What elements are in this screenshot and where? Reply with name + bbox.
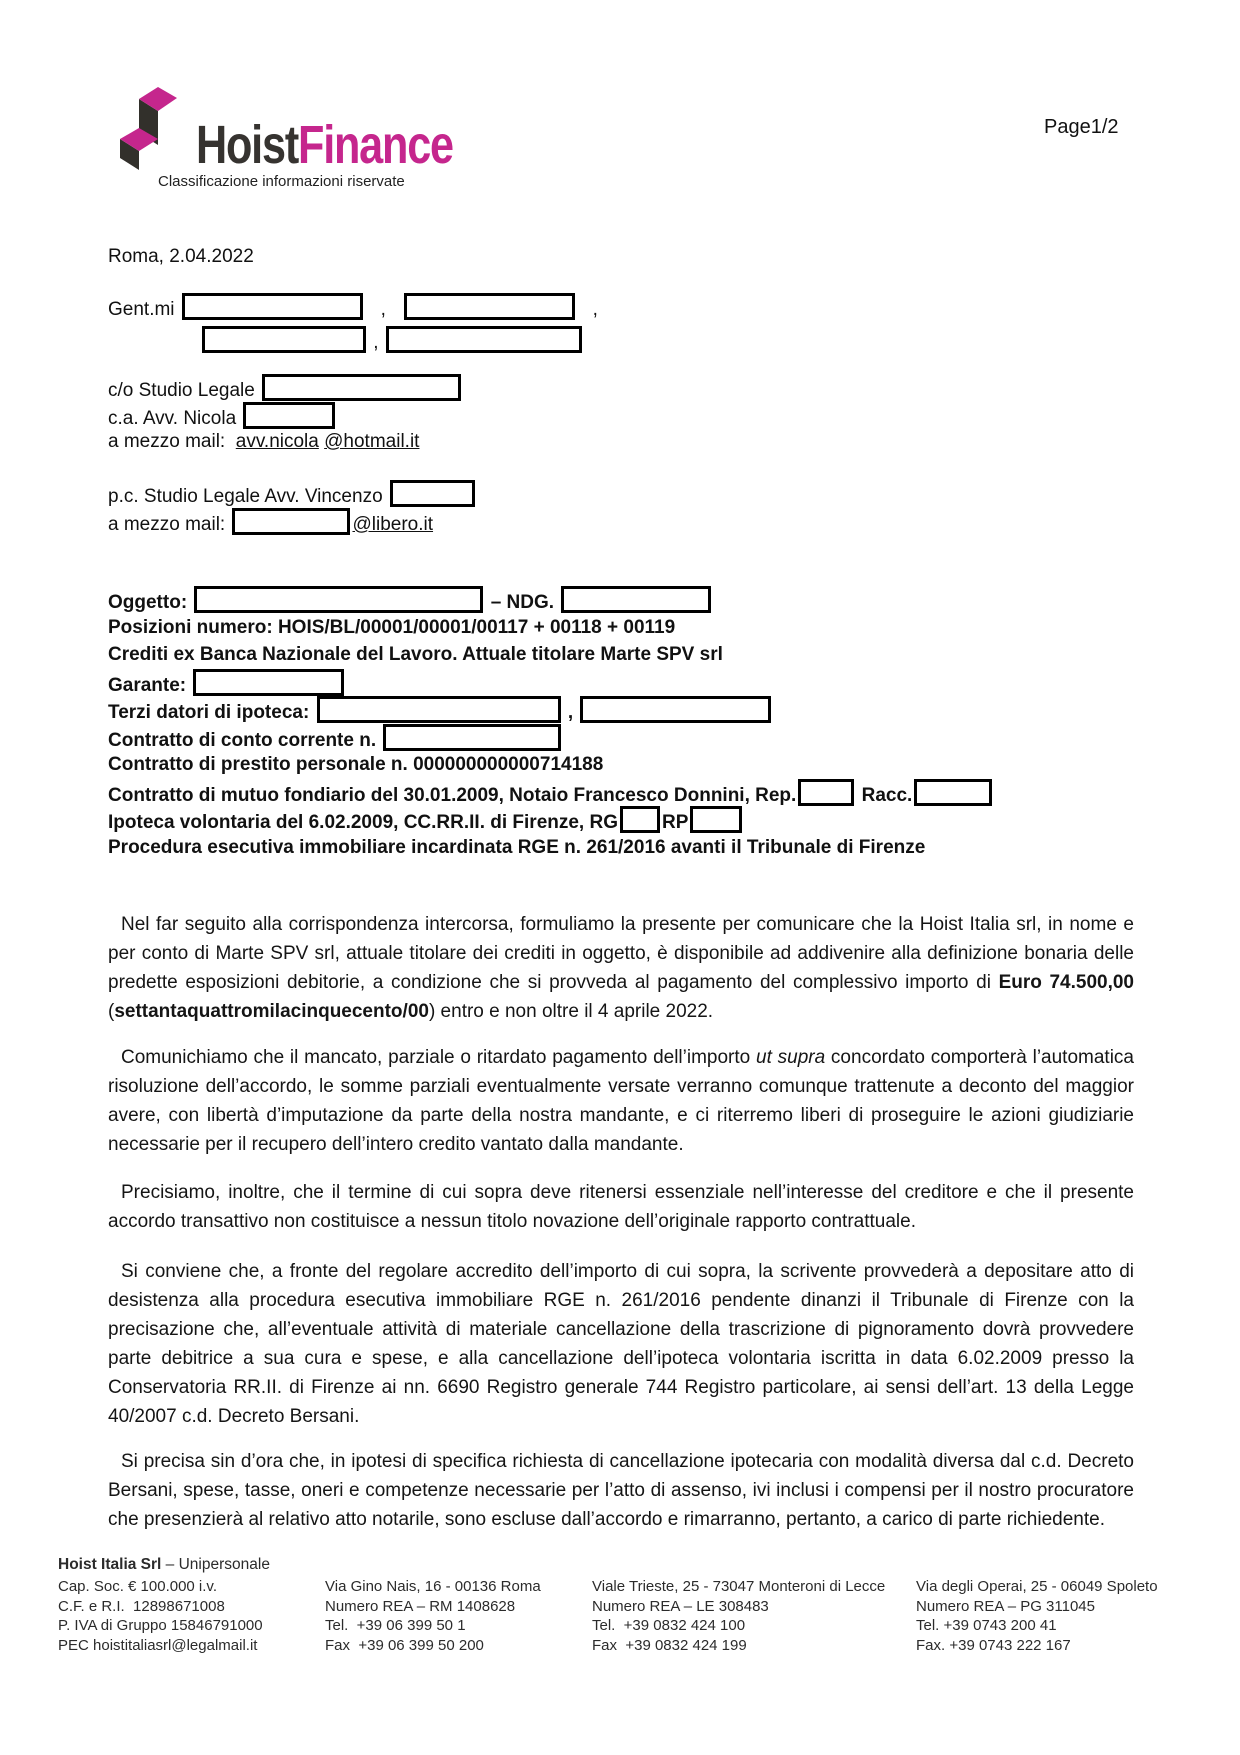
date-line: Roma, 2.04.2022 — [108, 246, 254, 267]
footer-company-type: – Unipersonale — [161, 1556, 270, 1573]
subject-oggetto-line — [108, 586, 713, 616]
email-line-1 — [108, 428, 419, 455]
text-segment: Terzi datori di ipoteca: — [108, 702, 315, 723]
footer-company-line — [58, 1556, 270, 1574]
text-segment: settantaquattromilacinquecento/00 — [114, 1001, 429, 1022]
footer-line: Fax. +39 0743 222 167 — [916, 1636, 1071, 1654]
email-line-2 — [108, 508, 433, 538]
footer-line: Tel. +39 0832 424 100 — [592, 1617, 746, 1634]
redaction-box — [243, 402, 335, 429]
redaction-box — [317, 696, 561, 723]
text-segment: ) entro e non oltre il 4 aprile 2022. — [428, 1001, 714, 1022]
text-segment: , — [562, 702, 579, 723]
text-segment: , — [364, 299, 402, 320]
footer-column-lecce — [592, 1577, 885, 1655]
paragraph-costs — [108, 1447, 1134, 1534]
redaction-box — [798, 779, 854, 806]
footer-line: C.F. e R.I. 12898671008 — [58, 1597, 225, 1615]
footer-line: Via Gino Nais, 16 - 00136 Roma — [325, 1578, 541, 1595]
footer-column-roma — [325, 1577, 541, 1655]
subject-crediti-line — [108, 641, 723, 668]
footer-column-spoleto — [916, 1577, 1158, 1655]
footer-line: Tel. +39 0743 200 41 — [916, 1617, 1057, 1634]
footer-line: Fax +39 06 399 50 200 — [325, 1636, 484, 1654]
page-number: Page1/2 — [1044, 116, 1119, 138]
footer-company-name: Hoist Italia Srl — [58, 1556, 162, 1573]
redaction-box — [914, 779, 992, 806]
redaction-box — [383, 724, 561, 751]
text-segment: Euro 74.500,00 — [998, 972, 1134, 993]
redaction-box — [194, 586, 483, 613]
brand-word-finance: Finance — [298, 115, 453, 175]
paragraph-cancellation — [108, 1257, 1134, 1431]
brand-wordmark — [196, 115, 453, 175]
subject-terzi-datori-line — [108, 696, 773, 726]
redaction-box — [182, 293, 363, 320]
redaction-box — [690, 806, 742, 833]
subject-posizioni-line — [108, 614, 675, 641]
text-segment: , — [368, 332, 384, 353]
paragraph-default — [108, 1043, 1134, 1159]
subject-conto-corrente-line — [108, 724, 563, 754]
footer-line: Fax +39 0832 424 199 — [592, 1636, 747, 1654]
care-of-line — [108, 374, 463, 404]
email-link[interactable]: avv.nicola — [235, 431, 319, 452]
classification-notice: Classificazione informazioni riservate — [158, 173, 405, 190]
recipient-line-1 — [108, 293, 598, 323]
hoist-finance-logo-icon — [118, 86, 180, 176]
subject-procedura-line — [108, 834, 925, 861]
redaction-box — [262, 374, 461, 401]
redaction-box — [193, 669, 344, 696]
text-segment: Ipoteca volontaria del 6.02.2009, CC.RR.II. di Firenze, RG — [108, 812, 618, 833]
footer-column-registry — [58, 1577, 263, 1655]
text-segment: Precisiamo, inoltre, che il termine di cui sopra deve ritenersi essenziale nell’interesse del creditore e che il presente accordo transattivo non costituisce a nessun titolo novazione dell’originale rapporto contrattuale. — [108, 1182, 1134, 1232]
footer-line: P. IVA di Gruppo 15846791000 — [58, 1617, 263, 1634]
text-segment: Nel far seguito alla corrispondenza intercorsa, formuliamo la presente per comunicare che la Hoist Italia srl, in nome e per conto di Marte SPV srl, attuale titolare dei crediti in oggetto, è disponibile ad addivenire alla definizione bonaria delle predette esposizioni debitorie, a condizione che si provveda al pagamento del complessivo importo di — [108, 914, 1134, 993]
paragraph-offer — [108, 910, 1134, 1026]
redaction-box — [386, 326, 582, 353]
subject-mutuo-fondiario-line — [108, 779, 994, 809]
subject-prestito-personale-line — [108, 751, 603, 778]
redaction-box — [404, 293, 575, 320]
text-segment: Garante: — [108, 675, 192, 696]
text-segment: ( — [108, 1001, 115, 1022]
redaction-box — [620, 806, 660, 833]
text-segment: a mezzo mail: — [108, 431, 236, 452]
footer-line: Via degli Operai, 25 - 06049 Spoleto — [916, 1578, 1158, 1595]
text-segment: a mezzo mail: — [108, 514, 231, 535]
footer-line: Viale Trieste, 25 - 73047 Monteroni di Lecce — [592, 1578, 886, 1595]
subject-garante-line — [108, 669, 346, 699]
text-segment: , — [576, 299, 598, 320]
text-segment: ut supra — [756, 1047, 826, 1068]
subject-ipoteca-line — [108, 806, 744, 836]
redaction-box — [390, 480, 475, 507]
redaction-box — [232, 508, 350, 535]
text-segment: Si precisa sin d’ora che, in ipotesi di specifica richiesta di cancellazione ipotecaria con modalità diversa dal c.d. Decreto Bersani, spese, tasse, oneri e competenze necessarie per l’atto di assenso, ivi inclusi i compensi per il nostro procuratore che presenzierà al relativo atto notarile, sono escluse dall’accordo e rimarranno, pertanto, a carico di parte richiedente. — [108, 1451, 1134, 1530]
redaction-box — [580, 696, 771, 723]
email-link[interactable]: @hotmail.it — [324, 431, 420, 452]
text-segment: Contratto di prestito personale n. 000000000000714188 — [108, 754, 604, 775]
brand-word-hoist: Hoist — [196, 115, 298, 175]
email-link[interactable]: @libero.it — [352, 514, 434, 535]
text-segment: c.a. Avv. Nicola — [108, 408, 242, 429]
text-segment: Comunichiamo che il mancato, parziale o ritardato pagamento dell’importo — [121, 1047, 756, 1068]
footer-line: Numero REA – PG 311045 — [916, 1597, 1095, 1615]
text-segment: Oggetto: — [108, 592, 193, 613]
text-segment: Procedura esecutiva immobiliare incardinata RGE n. 261/2016 avanti il Tribunale di Firenze — [108, 837, 926, 858]
text-segment: – NDG. — [485, 592, 560, 613]
text-segment: p.c. Studio Legale Avv. Vincenzo — [108, 486, 388, 507]
text-segment: RP — [662, 812, 689, 833]
logo-steps-icon — [118, 86, 180, 171]
text-segment: Contratto di conto corrente n. — [108, 730, 382, 751]
text-segment: Si conviene che, a fronte del regolare accredito dell’importo di cui sopra, la scrivente provvederà a depositare atto di desistenza alla procedura esecutiva immobiliare RGE n. 261/2016 pendente dinanzi il Tribunale di Firenze con la precisazione che, all’eventuale attività di materiale cancellazione della trascrizione di pignoramento dovrà provvedere parte debitrice a sua cura e spese, e alla cancellazione dell’ipoteca volontaria iscritta in data 6.02.2009 presso la Conservatoria RR.II. di Firenze ai nn. 6690 Registro generale 744 Registro particolare, ai sensi dell’art. 13 della Legge 40/2007 c.d. Decreto Bersani. — [108, 1261, 1134, 1427]
text-segment: Gent.mi — [108, 299, 180, 320]
recipient-line-2 — [108, 326, 584, 356]
redaction-box — [561, 586, 711, 613]
footer-line: PEC hoistitaliasrl@legalmail.it — [58, 1636, 258, 1654]
redaction-box — [202, 326, 366, 353]
text-segment: Contratto di mutuo fondiario del 30.01.2009, Notaio Francesco Donnini, Rep. — [108, 785, 797, 806]
text-segment: c/o Studio Legale — [108, 380, 261, 401]
footer-line: Numero REA – LE 308483 — [592, 1597, 769, 1615]
text-segment: Crediti ex Banca Nazionale del Lavoro. Attuale titolare Marte SPV srl — [108, 644, 723, 665]
text-segment: concordato comporterà l’automatica risoluzione dell’accordo, le somme parziali eventualmente versate verranno comunque trattenute a deconto del maggior avere, con libertà d’imputazione da parte della nostra mandante, e ci riterremo liberi di proseguire le azioni giudiziarie necessarie per il recupero dell’intero credito vantato dalla mandante. — [108, 1047, 1134, 1155]
text-segment: Posizioni numero: HOIS/BL/00001/00001/00117 + 00118 + 00119 — [108, 617, 676, 638]
pc-studio-line — [108, 480, 477, 510]
footer-line: Tel. +39 06 399 50 1 — [325, 1617, 466, 1634]
text-segment: Racc. — [856, 785, 913, 806]
footer-line: Numero REA – RM 1408628 — [325, 1597, 516, 1615]
paragraph-term — [108, 1178, 1134, 1236]
footer-line: Cap. Soc. € 100.000 i.v. — [58, 1578, 217, 1595]
